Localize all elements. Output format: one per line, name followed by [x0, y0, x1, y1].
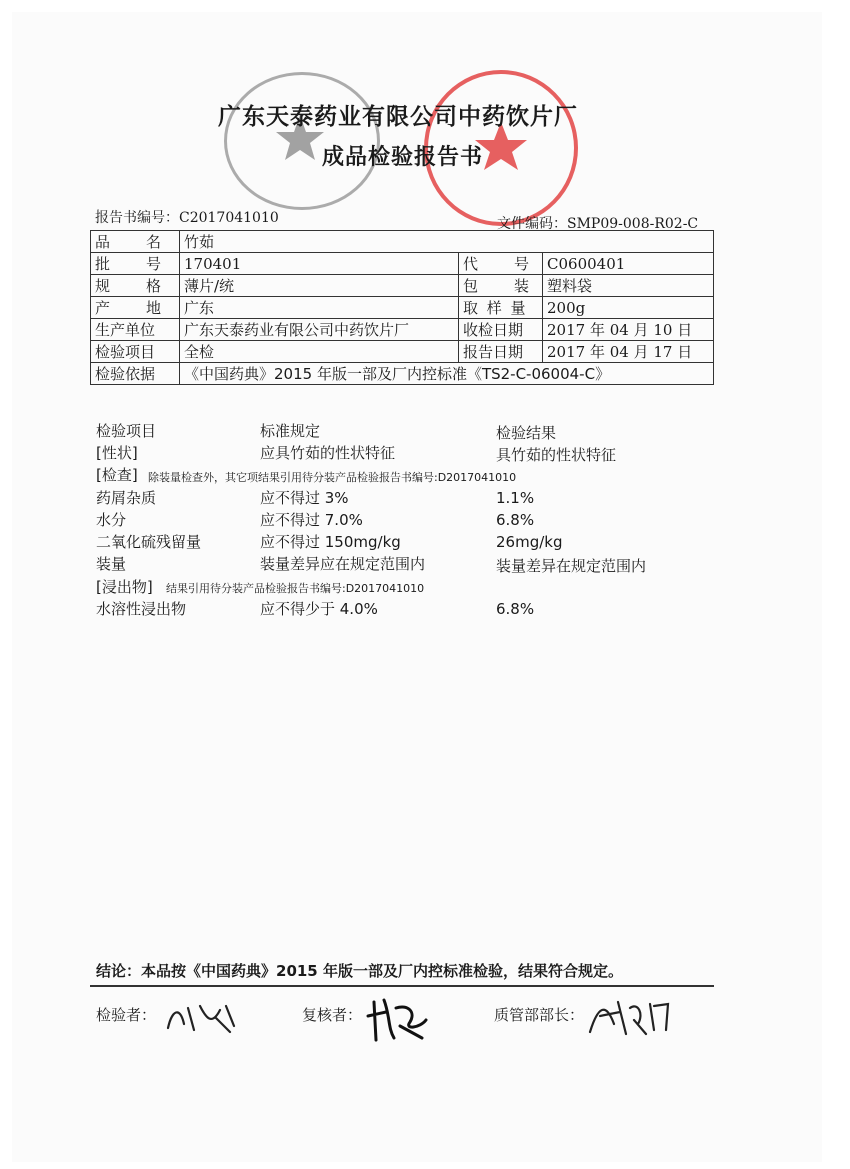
origin-label: 产 地: [91, 297, 180, 319]
report-date-value: 2017 年 04 月 17 日: [543, 341, 714, 363]
result-value: 1.1%: [496, 489, 535, 507]
result-value: 26mg/kg: [496, 533, 563, 551]
extract-standard: 应不得少于 4.0%: [260, 600, 378, 618]
maker-label: 生产单位: [91, 319, 180, 341]
header-result: 检验结果: [496, 424, 557, 442]
origin-value: 广东: [180, 297, 459, 319]
received-label: 收检日期: [459, 319, 543, 341]
result-value: 6.8%: [496, 511, 535, 529]
item-label: 检验项目: [91, 341, 180, 363]
file-code: 文件编码：SMP09-008-R02-C: [497, 216, 699, 232]
table-row: [91, 253, 714, 275]
extract-item: 水溶性浸出物: [96, 600, 187, 618]
table-row: [91, 363, 714, 385]
result-standard: 装量差异应在规定范围内: [260, 555, 426, 573]
result-standard: 应不得过 150mg/kg: [260, 533, 401, 551]
table-row: [91, 341, 714, 363]
report-date-label: 报告日期: [459, 341, 543, 363]
batch-value: 170401: [180, 253, 459, 275]
product-info-table: [90, 230, 714, 385]
extract-result: 6.8%: [496, 600, 535, 618]
batch-label: 批 号: [91, 253, 180, 275]
conclusion-text: 结论：本品按《中国药典》2015 年版一部及厂内控标准检验，结果符合规定。: [96, 962, 623, 980]
qa-label: 质管部部长：: [494, 1006, 585, 1024]
result-item: 水分: [96, 511, 127, 529]
divider: [90, 985, 714, 987]
code-value: C0600401: [543, 253, 714, 275]
check-note: 除装量检查外，其它项结果引用待分装产品检验报告书编号:D2017041010: [148, 471, 517, 484]
package-label: 包 装: [459, 275, 543, 297]
table-row: [91, 231, 714, 253]
spec-value: 薄片/统: [180, 275, 459, 297]
table-row: [91, 275, 714, 297]
company-title: 广东天泰药业有限公司中药饮片厂: [218, 103, 578, 130]
spec-label: 规 格: [91, 275, 180, 297]
extract-label: [浸出物]: [96, 578, 153, 596]
received-value: 2017 年 04 月 10 日: [543, 319, 714, 341]
inspector-signature: [160, 998, 240, 1038]
sample-value: 200g: [543, 297, 714, 319]
header-item: 检验项目: [96, 422, 157, 440]
basis-value: 《中国药典》2015 年版一部及厂内控标准《TS2-C-06004-C》: [180, 363, 714, 385]
inspector-label: 检验者：: [96, 1006, 157, 1024]
reviewer-label: 复核者：: [302, 1006, 363, 1024]
result-item: 二氧化硫残留量: [96, 533, 202, 551]
result-item: 装量: [96, 555, 127, 573]
item-value: 全检: [180, 341, 459, 363]
report-number: 报告书编号：C2017041010: [95, 210, 279, 226]
trait-standard: 应具竹茹的性状特征: [260, 444, 396, 462]
maker-value: 广东天泰药业有限公司中药饮片厂: [180, 319, 459, 341]
name-label: 品 名: [91, 231, 180, 253]
table-row: [91, 319, 714, 341]
result-value: 装量差异在规定范围内: [496, 557, 647, 575]
code-label: 代 号: [459, 253, 543, 275]
result-standard: 应不得过 7.0%: [260, 511, 363, 529]
result-standard: 应不得过 3%: [260, 489, 349, 507]
header-standard: 标准规定: [260, 422, 321, 440]
table-row: [91, 297, 714, 319]
basis-label: 检验依据: [91, 363, 180, 385]
check-label: [检查]: [96, 466, 138, 484]
package-value: 塑料袋: [543, 275, 714, 297]
result-item: 药屑杂质: [96, 489, 157, 507]
reviewer-signature: [364, 994, 434, 1046]
report-title: 成品检验报告书: [322, 144, 484, 170]
name-value: 竹茹: [180, 231, 714, 253]
qa-signature: [584, 994, 674, 1042]
trait-label: [性状]: [96, 444, 138, 462]
extract-note: 结果引用待分装产品检验报告书编号:D2017041010: [166, 582, 425, 595]
trait-result: 具竹茹的性状特征: [496, 446, 617, 464]
sample-label: 取 样 量: [459, 297, 543, 319]
